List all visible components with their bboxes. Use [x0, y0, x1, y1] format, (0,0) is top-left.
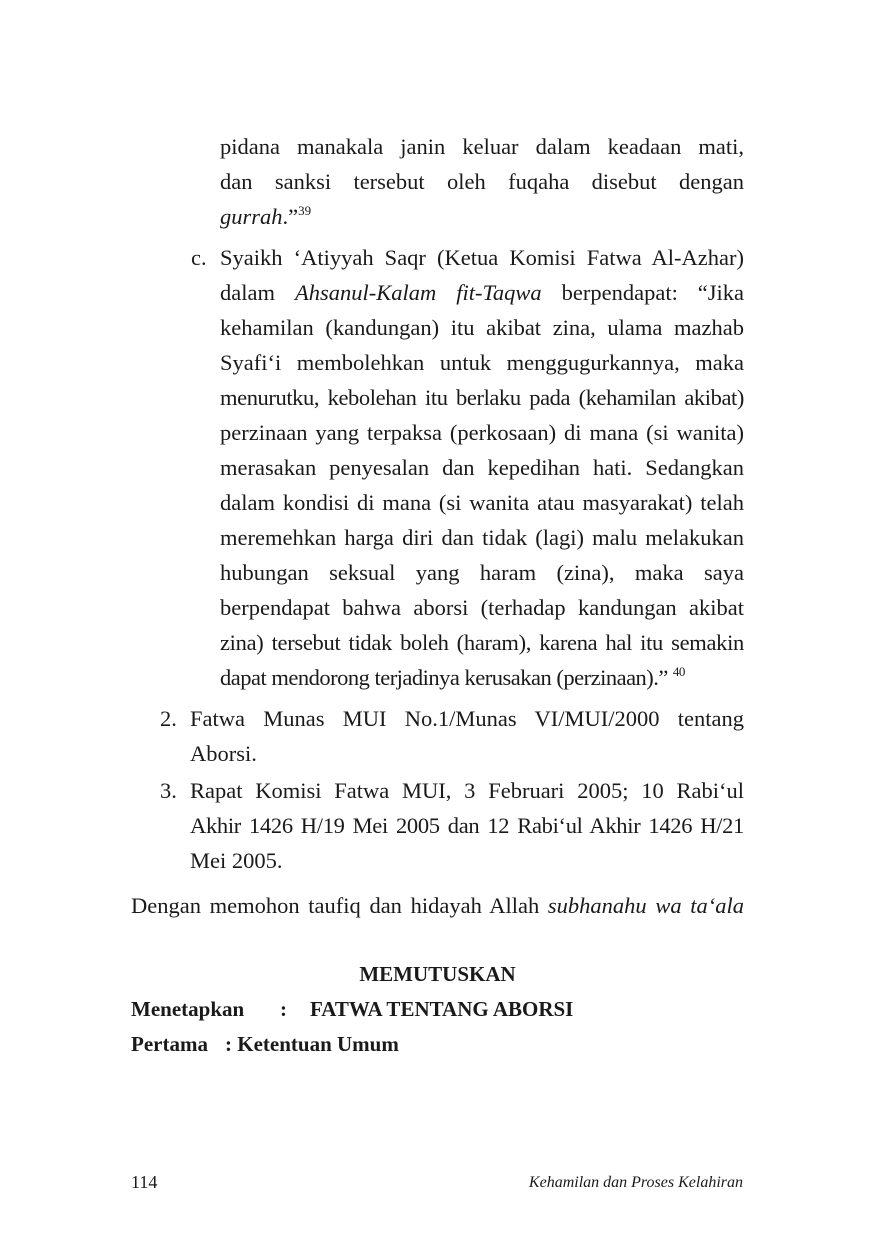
item-2-line-1: Fatwa Munas MUI No.1/Munas VI/MUI/2000 tentang	[190, 706, 744, 731]
menetapkan-label: Menetapkan	[131, 997, 245, 1021]
item-c-line-7: merasakan penyesalan dan kepedihan hati. Sedangkan	[220, 455, 744, 480]
item-c-line-6: perzinaan yang terpaksa (perkosaan) di mana (si wanita)	[220, 420, 744, 445]
decision-heading: MEMUTUSKAN	[359, 962, 516, 986]
continuation-line-3: gurrah.”$^{39}$	[220, 203, 312, 229]
footnote-ref-40: 40	[672, 664, 685, 679]
item-c-line-8: dalam kondisi di mana (si wanita atau masyarakat) telah	[220, 490, 744, 515]
item-3-line-3: Mei 2005.	[190, 848, 283, 873]
pertama-value: : Ketentuan Umum	[225, 1032, 399, 1056]
continuation-line-2: dan sanksi tersebut oleh fuqaha disebut dengan	[220, 169, 744, 194]
book-title: Ahsanul-Kalam fit-Taqwa	[294, 280, 542, 305]
item-c-marker: c.	[191, 245, 207, 270]
item-2-marker: 2.	[160, 706, 177, 731]
item-c-line-13: dapat mendorong terjadinya kerusakan (perzinaan).” $^{40}$	[220, 664, 685, 690]
item-c-line-11: berpendapat bahwa aborsi (terhadap kandungan akibat	[220, 595, 744, 620]
item-c-line-10: hubungan seksual yang haram (zina), maka saya	[220, 560, 744, 585]
closing-italic: subhanahu wa ta‘ala	[547, 893, 744, 918]
item-c-line-5: menurutku, kebolehan itu berlaku pada (kehamilan akibat)	[220, 385, 744, 410]
item-c-line-9: meremehkan harga diri dan tidak (lagi) malu melakukan	[220, 525, 744, 550]
item-3-line-1: Rapat Komisi Fatwa MUI, 3 Februari 2005; 10 Rabi‘ul	[190, 778, 744, 803]
page-number: 114	[131, 1172, 158, 1192]
menetapkan-value: FATWA TENTANG ABORSI	[310, 997, 574, 1021]
item-c-line-3: kehamilan (kandungan) itu akibat zina, ulama mazhab	[220, 315, 744, 340]
item-c-line-1: Syaikh ‘Atiyyah Saqr (Ketua Komisi Fatwa Al-Azhar)	[220, 245, 744, 270]
item-3-line-2: Akhir 1426 H/19 Mei 2005 dan 12 Rabi‘ul Akhir 1426 H/21	[190, 813, 744, 838]
menetapkan-colon: :	[280, 997, 287, 1021]
item-2-line-2: Aborsi.	[190, 741, 257, 766]
pertama-label: Pertama	[131, 1032, 208, 1056]
running-title: Kehamilan dan Proses Kelahiran	[528, 1174, 743, 1191]
continuation-line-1: pidana manakala janin keluar dalam keadaan mati,	[220, 134, 744, 159]
item-c-line-2: dalam Ahsanul-Kalam fit-Taqwa berpendapat: “Jika	[220, 280, 745, 305]
footnote-ref-39: 39	[298, 203, 312, 218]
item-3-marker: 3.	[160, 778, 177, 803]
item-c-line-12: zina) tersebut tidak boleh (haram), karena hal itu semakin	[220, 630, 744, 655]
closing-line: Dengan memohon taufiq dan hidayah Allah subhanahu wa ta‘ala	[131, 893, 744, 918]
item-c-line-4: Syafi‘i membolehkan untuk menggugurkannya, maka	[220, 350, 744, 375]
term-gurrah: gurrah	[220, 204, 283, 229]
